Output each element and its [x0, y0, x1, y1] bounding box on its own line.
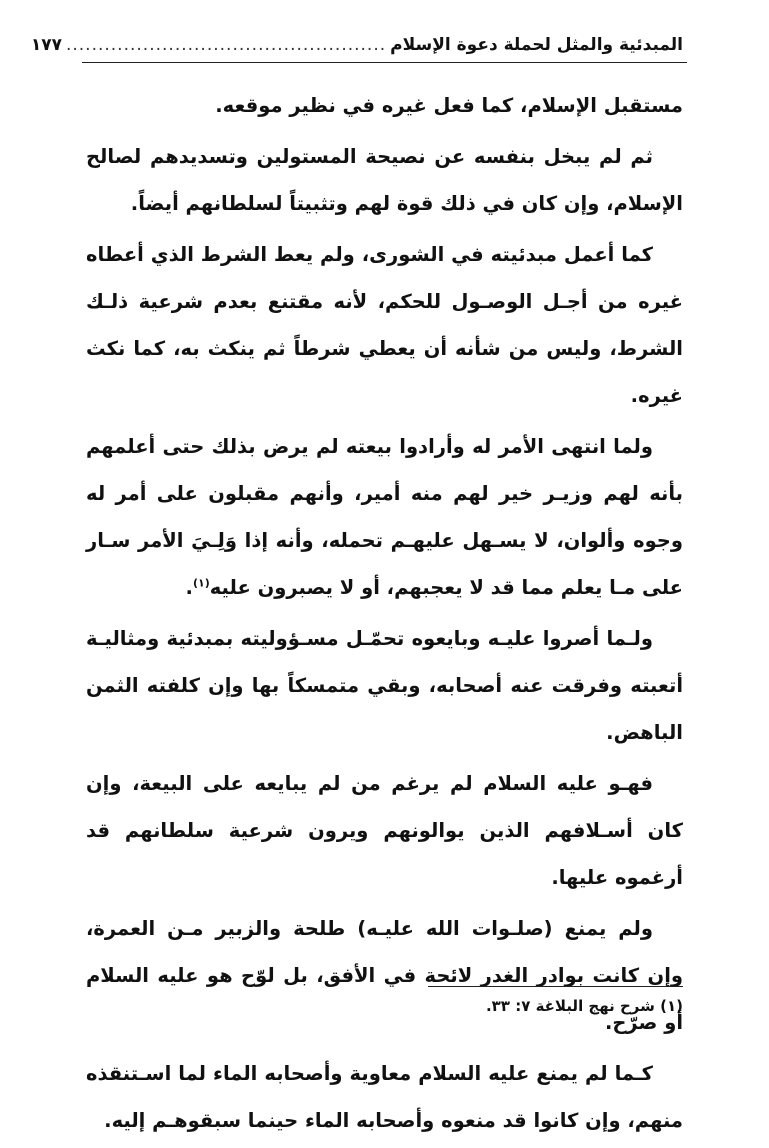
running-header-title: المبدئية والمثل لحملة دعوة الإسلام: [390, 35, 683, 55]
page-number: ١٧٧: [30, 35, 62, 55]
paragraph-text: مستقبل الإسلام، كما فعل غيره في نظير موقعه.: [215, 94, 683, 117]
body-text: [86, 82, 683, 1148]
paragraph-tail: .: [185, 576, 193, 599]
paragraph-4: [86, 423, 683, 611]
paragraph-2: [86, 133, 683, 227]
paragraph-text: ولـما أصروا عليـه وبايعوه تحمّـل مسـؤوليته بمبدئية ومثاليـة أتعبته وفرقت عنه أصحابه، وبقي متمسكاً بها وإن كلفته الثمن الباهض.: [86, 627, 683, 744]
paragraph-text: ولم يمنع (صلـوات الله عليـه) طلحة والزبير مـن العمرة، وإن كانت بوادر الغدر لائحة في الأفق، بل لوّح هو عليه السلام أو صرّح.: [86, 917, 683, 1034]
footnote-text: (١) شرح نهج البلاغة ٧: ٣٣.: [485, 997, 683, 1015]
paragraph-text: كـما لم يمنع عليه السلام معاوية وأصحابه الماء لما اسـتنقذه منهم، وإن كانوا قد منعوه وأصحابه الماء حينما سبقوهـم إليه.: [86, 1062, 683, 1132]
footnote-reference[interactable]: (١): [192, 576, 210, 590]
footnote: [86, 994, 683, 1018]
paragraph-5: [86, 615, 683, 756]
paragraph-text: ثم لم يبخل بنفسه عن نصيحة المستولين وتسديدهم لصالح الإسلام، وإن كان في ذلك قوة لهم وتثبيتاً لسلطانهم أيضاً.: [86, 145, 683, 215]
paragraph-text: كما أعمل مبدئيته في الشورى، ولم يعط الشرط الذي أعطاه غيره من أجـل الوصـول للحكم، لأنه مقتنع بعدم شرعية ذلـك الشرط، وليس من شأنه أن يعطي شرطاً ثم ينكث به، كما نكث غيره.: [86, 243, 683, 407]
paragraph-8: [86, 1050, 683, 1144]
paragraph-7: [86, 905, 683, 1046]
paragraph-3: [86, 231, 683, 419]
running-header: [30, 30, 683, 60]
footnote-rule: [428, 986, 683, 987]
header-rule: [82, 62, 687, 63]
paragraph-6: [86, 760, 683, 901]
paragraph-1: [86, 82, 683, 129]
paragraph-text: ولما انتهى الأمر له وأرادوا بيعته لم يرض بذلك حتى أعلمهم بأنه لهم وزيـر خير لهم منه أمير، وأنهم مقبلون على أمر له وجوه وألوان، لا يسـهل عليهـم تحمله، وأنه إذا وَلِـيَ الأمر سـار على مـا يعلم مما قد لا يعجبهم، أو لا يصبرون عليه: [86, 435, 683, 599]
running-header-leader-dots: ..................................................: [65, 35, 387, 55]
paragraph-text: فهـو عليه السلام لم يرغم من لم يبايعه على البيعة، وإن كان أسـلافهم الذين يوالونهم ويرون شرعية سلطانهم قد أرغموه عليها.: [86, 772, 683, 889]
